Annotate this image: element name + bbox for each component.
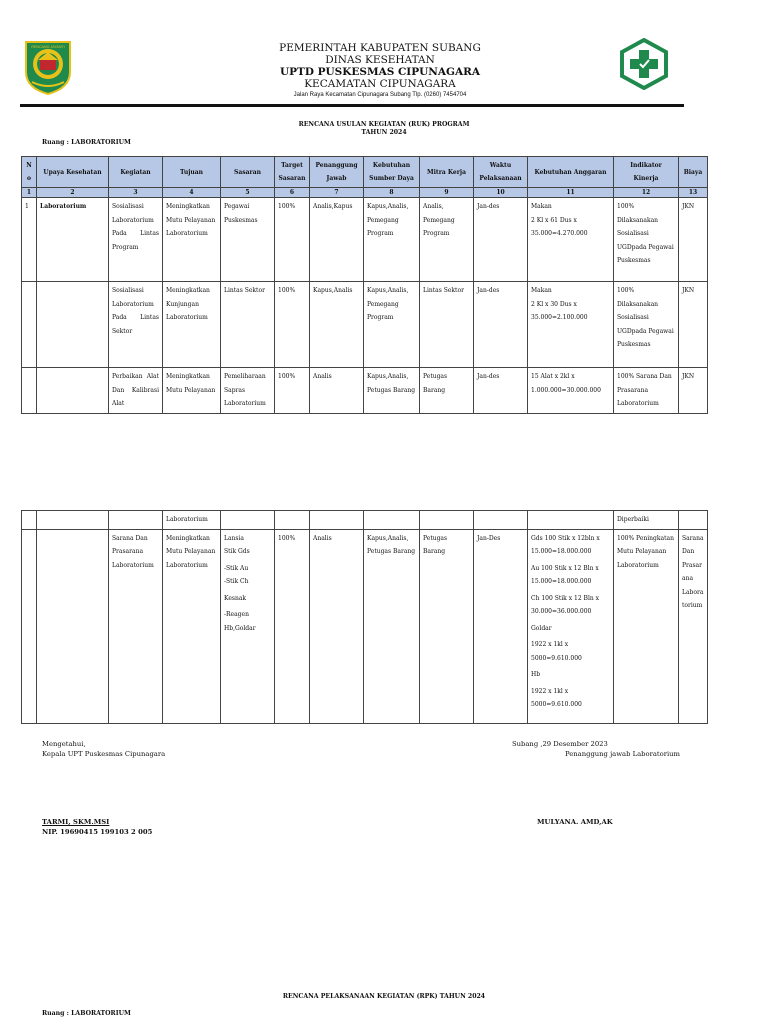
cell-target: 100%	[275, 529, 310, 723]
cell-target: 100%	[275, 198, 310, 282]
column-number: 2	[37, 188, 109, 198]
biaya-line: Dan	[682, 548, 695, 555]
biaya-line: Sarana	[682, 534, 704, 542]
cell-anggaran	[528, 529, 614, 723]
cell-pj: Analis	[310, 529, 364, 723]
header-cell: Kebutuhan Anggaran	[528, 157, 614, 188]
header-line-1: PEMERINTAH KABUPATEN SUBANG	[279, 42, 481, 54]
anggaran-line: Au 100 Stik x 12 Bln x 15.000=18.000.000	[531, 564, 599, 585]
column-number: 4	[163, 188, 221, 198]
sasaran-line: Kesnak	[224, 594, 247, 602]
signature-left	[42, 739, 165, 759]
anggaran-line: Makan	[531, 203, 552, 210]
cell-anggaran	[528, 282, 614, 368]
cell-pj: Analis	[310, 368, 364, 414]
cell-indikator: Diperbaiki	[614, 511, 679, 530]
signature-left-label-2: Kepala UPT Puskesmas Cipunagara	[42, 750, 166, 758]
cell-tujuan: Meningkatkan Mutu Pelayanan	[163, 368, 221, 414]
header-line-4: KECAMATAN CIPUNAGARA	[304, 78, 456, 90]
subang-regency-logo-icon	[22, 38, 74, 96]
column-number: 6	[275, 188, 310, 198]
cell-indikator: 100% Peningkatan Mutu Pelayanan Laboratorium	[614, 529, 679, 723]
column-number: 3	[109, 188, 163, 198]
header-cell: Waktu Pelaksanaan	[474, 157, 528, 188]
cell-upaya: Laboratorium	[37, 198, 109, 282]
sasaran-line: -Stik Ch	[224, 578, 249, 585]
header-line-3: UPTD PUSKESMAS CIPUNAGARA	[279, 66, 481, 78]
cell-tujuan: Laboratorium	[163, 511, 221, 530]
ruk-table	[21, 156, 708, 414]
column-number: 13	[679, 188, 708, 198]
cell-no	[22, 282, 37, 368]
cell-pj: Analis,Kapus	[310, 198, 364, 282]
cell-kegiatan: Sosialisasi Laboratorium Pada Lintas Program	[109, 198, 163, 282]
anggaran-line: Makan	[531, 287, 552, 294]
column-number: 5	[221, 188, 275, 198]
table-row	[22, 368, 708, 414]
sasaran-line: Lansia	[224, 534, 245, 542]
column-number: 8	[364, 188, 420, 198]
document-title-line-2: TAHUN 2024	[361, 129, 407, 136]
header-address: Jalan Raya Kecamatan Cipunagara Subang Tlp. (0260) 7454704	[293, 92, 467, 98]
table-row	[22, 282, 708, 368]
cell-sumber: Kapus,Analis, Petugas Barang	[364, 368, 420, 414]
cell-no: 1	[22, 198, 37, 282]
biaya-line: torium	[682, 602, 703, 609]
cell-biaya: JKN	[679, 198, 708, 282]
column-number: 12	[614, 188, 679, 198]
table-header-row	[22, 157, 708, 188]
cell-sumber: Kapus,Analis, Pemegang Program	[364, 198, 420, 282]
header-cell: Tujuan	[163, 157, 221, 188]
footer-room-label: Ruang : LABORATORIUM	[42, 1010, 131, 1017]
column-number: 1	[22, 188, 37, 198]
room-label: Ruang : LABORATORIUM	[42, 139, 131, 146]
cell-no	[22, 368, 37, 414]
anggaran-line: Hb	[531, 671, 541, 678]
puskesmas-logo-icon	[618, 38, 670, 90]
anggaran-line: 2 Kl x 30 Dus x 35.000=2.100.000	[531, 300, 588, 321]
cell-tujuan: Meningkatkan Mutu Pelayanan Laboratorium	[163, 198, 221, 282]
anggaran-line: Goldar	[531, 624, 552, 632]
cell-mitra: Lintas Sektor	[420, 282, 474, 368]
cell-biaya: JKN	[679, 282, 708, 368]
cell-sasaran: Lintas Sektor	[221, 282, 275, 368]
header-cell: Penanggung Jawab	[310, 157, 364, 188]
signature-left-label-1: Mengetahui,	[42, 740, 86, 748]
logo-left-text: RENCANG JAYANTI	[31, 45, 65, 49]
cell-upaya	[37, 282, 109, 368]
biaya-line: ana	[682, 575, 694, 582]
table-row	[22, 511, 708, 530]
header-cell: Sasaran	[221, 157, 275, 188]
table-row	[22, 529, 708, 723]
column-number-row	[22, 188, 708, 198]
header-cell: Kegiatan	[109, 157, 163, 188]
signature-right-name: MULYANA. AMD,AK	[537, 818, 613, 826]
cell-biaya	[679, 529, 708, 723]
cell-indikator: 100% Sarana Dan Prasarana Laboratorium	[614, 368, 679, 414]
sasaran-line: Stik Gds	[224, 548, 250, 555]
cell-mitra: Petugas Barang	[420, 529, 474, 723]
letterhead	[20, 34, 748, 104]
anggaran-line: 2 Kl x 61 Dus x 35.000=4.270.000	[531, 216, 588, 237]
cell-kegiatan: Perbaikan Alat Dan Kalibrasi Alat	[109, 368, 163, 414]
cell-sasaran: Pegawai Puskesmas	[221, 198, 275, 282]
cell-target: 100%	[275, 282, 310, 368]
footer-title: RENCANA PELAKSANAAN KEGIATAN (RPK) TAHUN 2024	[282, 993, 486, 1000]
document-title	[0, 121, 768, 137]
column-number: 7	[310, 188, 364, 198]
biaya-line: Prasar	[682, 561, 703, 569]
cell-tujuan: Meningkatkan Mutu Pelayanan Laboratorium	[163, 529, 221, 723]
signature-left-nip: NIP. 19690415 199103 2 005	[42, 828, 153, 836]
cell-sumber: Kapus,Analis, Pemegang Program	[364, 282, 420, 368]
signature-date: Subang ,29 Desember 2023	[512, 740, 608, 748]
cell-biaya: JKN	[679, 368, 708, 414]
document-title-line-1: RENCANA USULAN KEGIATAN (RUK) PROGRAM	[298, 121, 470, 128]
cell-mitra: Analis, Pemegang Program	[420, 198, 474, 282]
cell-kegiatan: Sosialisasi Laboratorium Pada Lintas Sektor	[109, 282, 163, 368]
cell-waktu: Jan-des	[474, 198, 528, 282]
cell-upaya	[37, 368, 109, 414]
signature-right-label: Penanggung jawab Laboratorium	[565, 750, 680, 758]
cell-waktu: Jan-Des	[474, 529, 528, 723]
cell-indikator: 100% Dilaksanakan Sosialisasi UGDpada Pegawai Puskesmas	[614, 282, 679, 368]
header-cell: N o	[22, 157, 37, 188]
cell-waktu: Jan-des	[474, 282, 528, 368]
column-number: 11	[528, 188, 614, 198]
header-line-2: DINAS KESEHATAN	[325, 54, 435, 66]
letterhead-divider	[20, 104, 684, 107]
header-cell: Target Sasaran	[275, 157, 310, 188]
signature-left-name: TARMI, SKM.MSI	[42, 818, 110, 826]
sasaran-line: -Reagen Hb,Goldar	[224, 611, 256, 632]
anggaran-line: Gds 100 Stik x 12bln x 15.000=18.000.000	[531, 534, 600, 555]
header-cell: Kebutuhan Sumber Daya	[364, 157, 420, 188]
column-number: 10	[474, 188, 528, 198]
header-cell: Upaya Kesehatan	[37, 157, 109, 188]
cell-pj: Kapus,Analis	[310, 282, 364, 368]
cell-indikator: 100% Dilaksanakan Sosialisasi UGDpada Pegawai Puskesmas	[614, 198, 679, 282]
biaya-line: Labora	[682, 588, 704, 596]
table-row	[22, 198, 708, 282]
cell-sasaran	[221, 529, 275, 723]
cell-anggaran: 15 Alat x 2kl x 1.000.000=30.000.000	[528, 368, 614, 414]
cell-target: 100%	[275, 368, 310, 414]
cell-tujuan: Meningkatkan Kunjungan Laboratorium	[163, 282, 221, 368]
cell-anggaran	[528, 198, 614, 282]
cell-sumber: Kapus,Analis, Petugas Barang	[364, 529, 420, 723]
anggaran-line: 1922 x 1kl x 5000=9.610.000	[531, 687, 582, 708]
anggaran-line: Ch 100 Stik x 12 Bln x 30.000=36.000.000	[531, 594, 600, 615]
cell-mitra: Petugas Barang	[420, 368, 474, 414]
header-cell: Biaya	[679, 157, 708, 188]
letterhead-text	[190, 42, 570, 100]
column-number: 9	[420, 188, 474, 198]
header-cell: Indikator Kinerja	[614, 157, 679, 188]
cell-waktu: Jan-des	[474, 368, 528, 414]
ruk-table-continued	[21, 510, 708, 724]
cell-sasaran: Pemeliharaan Sapras Laboratorium	[221, 368, 275, 414]
signature-left-name-block	[42, 817, 152, 837]
header-cell: Mitra Kerja	[420, 157, 474, 188]
sasaran-line: -Stik Au	[224, 564, 249, 572]
anggaran-line: 1922 x 1kl x 5000=9.610.000	[531, 641, 582, 662]
cell-kegiatan: Sarana Dan Prasarana Laboratorium	[109, 529, 163, 723]
